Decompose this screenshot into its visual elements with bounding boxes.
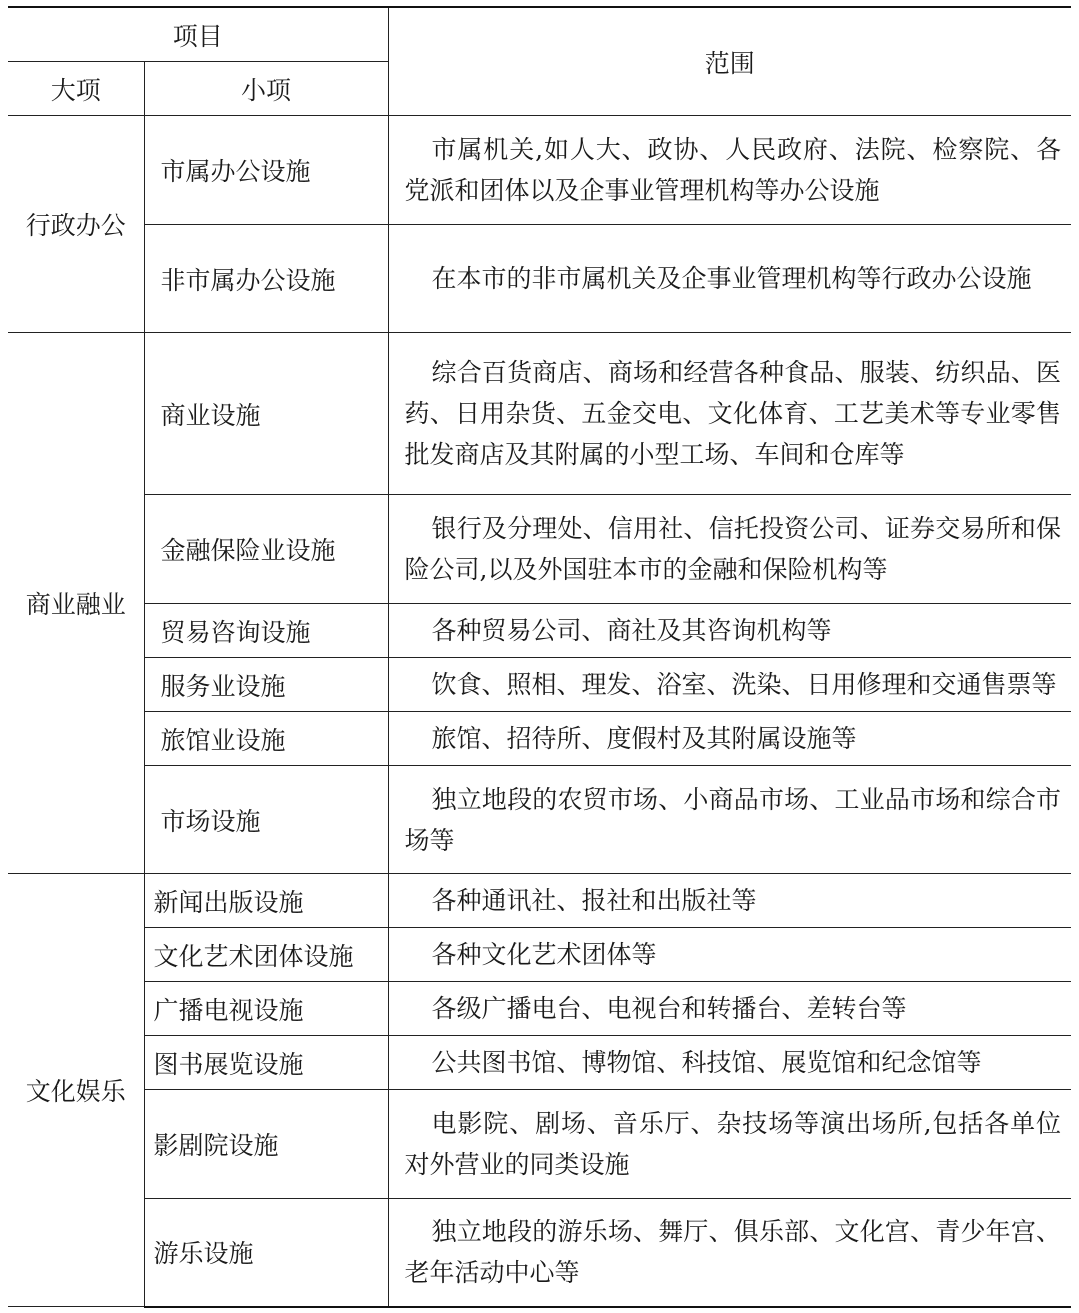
- range-cell: [388, 982, 1071, 1036]
- minor-category-cell: 市场设施: [144, 766, 388, 874]
- table-row: [8, 1036, 1071, 1090]
- facility-classification-table: [8, 6, 1071, 1308]
- minor-category-cell: 市属办公设施: [144, 116, 388, 225]
- header-minor: 小项: [144, 62, 388, 116]
- range-cell: [388, 1090, 1071, 1199]
- minor-category-cell: 广播电视设施: [144, 982, 388, 1036]
- table-row: [8, 1090, 1071, 1199]
- range-text: 各种通讯社、报社和出版社等: [431, 886, 757, 915]
- range-cell: [388, 1199, 1071, 1307]
- range-cell: [388, 928, 1071, 982]
- minor-category-cell: 金融保险业设施: [144, 495, 388, 604]
- range-cell: [388, 333, 1071, 495]
- minor-category-cell: 图书展览设施: [144, 1036, 388, 1090]
- range-text: 独立地段的农贸市场、小商品市场、工业品市场和综合市场等: [404, 784, 1062, 855]
- header-range: 范围: [388, 7, 1071, 116]
- range-cell: [388, 495, 1071, 604]
- table-row: [8, 604, 1071, 658]
- header-major: 大项: [8, 62, 144, 116]
- table-row: [8, 658, 1071, 712]
- minor-category-cell: 影剧院设施: [144, 1090, 388, 1199]
- range-text: 综合百货商店、商场和经营各种食品、服装、纺织品、医药、日用杂货、五金交电、文化体育、工艺美术等专业零售批发商店及其附属的小型工场、车间和仓库等: [404, 358, 1062, 469]
- table-row: [8, 116, 1071, 225]
- table-row: [8, 928, 1071, 982]
- range-text: 各级广播电台、电视台和转播台、差转台等: [431, 994, 907, 1023]
- table-row: [8, 1199, 1071, 1307]
- major-category-cell: 商业融业: [8, 333, 144, 874]
- range-text: 公共图书馆、博物馆、科技馆、展览馆和纪念馆等: [431, 1048, 982, 1077]
- range-text: 市属机关,如人大、政协、人民政府、法院、检察院、各党派和团体以及企事业管理机构等办公设施: [404, 135, 1062, 205]
- range-cell: [388, 604, 1071, 658]
- range-text: 各种文化艺术团体等: [431, 940, 657, 969]
- range-cell: [388, 712, 1071, 766]
- major-category-cell: 文化娱乐: [8, 874, 144, 1307]
- minor-category-cell: 商业设施: [144, 333, 388, 495]
- table-body: [8, 116, 1071, 1307]
- range-cell: [388, 1036, 1071, 1090]
- range-text: 电影院、剧场、音乐厅、杂技场等演出场所,包括各单位对外营业的同类设施: [404, 1109, 1062, 1179]
- range-cell: [388, 116, 1071, 225]
- table-row: [8, 333, 1071, 495]
- range-text: 饮食、照相、理发、浴室、洗染、日用修理和交通售票等: [431, 670, 1057, 699]
- range-text: 在本市的非市属机关及企事业管理机构等行政办公设施: [431, 264, 1032, 293]
- table-row: [8, 982, 1071, 1036]
- table-row: [8, 495, 1071, 604]
- range-cell: [388, 874, 1071, 928]
- range-cell: [388, 225, 1071, 333]
- header-project: 项目: [8, 7, 388, 62]
- range-text: 银行及分理处、信用社、信托投资公司、证券交易所和保险公司,以及外国驻本市的金融和保险机构等: [404, 514, 1062, 584]
- table-row: [8, 712, 1071, 766]
- minor-category-cell: 服务业设施: [144, 658, 388, 712]
- range-text: 旅馆、招待所、度假村及其附属设施等: [431, 724, 857, 753]
- range-cell: [388, 658, 1071, 712]
- minor-category-cell: 游乐设施: [144, 1199, 388, 1307]
- minor-category-cell: 贸易咨询设施: [144, 604, 388, 658]
- minor-category-cell: 文化艺术团体设施: [144, 928, 388, 982]
- table-header: [8, 7, 1071, 116]
- table-row: [8, 874, 1071, 928]
- range-text: 各种贸易公司、商社及其咨询机构等: [431, 616, 832, 645]
- minor-category-cell: 非市属办公设施: [144, 225, 388, 333]
- table-row: [8, 766, 1071, 874]
- minor-category-cell: 旅馆业设施: [144, 712, 388, 766]
- major-category-cell: 行政办公: [8, 116, 144, 333]
- range-cell: [388, 766, 1071, 874]
- minor-category-cell: 新闻出版设施: [144, 874, 388, 928]
- range-text: 独立地段的游乐场、舞厅、俱乐部、文化宫、青少年宫、老年活动中心等: [404, 1217, 1062, 1288]
- table-row: [8, 225, 1071, 333]
